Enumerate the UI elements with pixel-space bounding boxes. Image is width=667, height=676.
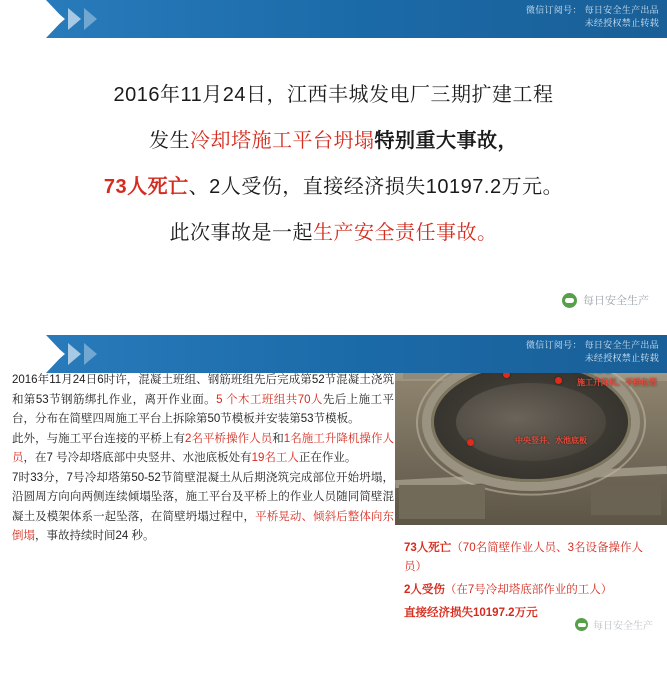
photo-marker-icon (555, 377, 562, 384)
narr-3-seg-2: 平桥晃动、倾斜后整体向东倒塌 (12, 510, 394, 542)
top-line-2-seg-1: 发生 (149, 130, 190, 152)
top-slide (0, 0, 667, 330)
stat-economic-loss-value: 直接经济损失10197.2万元 (404, 607, 538, 619)
top-header-line1: 微信订阅号： 每日安全生产出品 (525, 5, 659, 15)
bottom-watermark (575, 617, 653, 632)
top-line-3-seg-1: 73人死亡 (103, 176, 189, 198)
photo-collapse-debris (456, 383, 606, 461)
narrative-paragraph-3 (12, 469, 394, 547)
top-watermark (562, 292, 649, 308)
narr-2-seg-5: ，在7 号冷却塔底部中央竖井、水池底板处有 (23, 452, 252, 464)
narr-1-seg-1: 2016年11月24日6时许，混凝土班组、钢筋班组先后完成第52节混凝土浇筑和第53节钢筋绑扎作业，离开作业面。 (12, 374, 394, 406)
chevron-right-icon (52, 343, 65, 365)
top-line-2-seg-2: 冷却塔施工平台坍塌 (190, 130, 375, 152)
stat-injuries-detail: （在7号冷却塔底部作业的工人） (444, 584, 613, 596)
top-header-band (0, 0, 667, 38)
bottom-header-band-wrap (0, 335, 667, 373)
top-line-4-seg-1: 此次事故是一起 (169, 222, 313, 244)
chevron-right-icon (84, 343, 97, 365)
chevron-right-icon (84, 8, 97, 30)
chevron-right-icon (68, 343, 81, 365)
narr-2-seg-1: 此外，与施工平台连接的平桥上有 (12, 432, 186, 445)
bottom-slide (0, 335, 667, 638)
photo-label-shaft: 中央竖井、水池底板 (515, 436, 587, 445)
bottom-header-line2: 未经授权禁止转载 (584, 353, 659, 363)
top-line-3-seg-2: 、2人受伤，直接经济损失10197.2万元。 (188, 176, 564, 198)
narr-2-seg-4: 1名施工升降机操作人员 (12, 432, 394, 464)
stat-deaths-value: 73人死亡 (404, 542, 452, 554)
bottom-header-line1: 微信订阅号： 每日安全生产出品 (525, 340, 659, 350)
narr-3-seg-3: ，事故持续时间24 秒。 (35, 530, 155, 542)
stat-deaths (404, 539, 656, 577)
narrative-paragraph-1 (12, 371, 394, 430)
wechat-logo-icon (575, 618, 588, 631)
stat-injuries (404, 581, 656, 600)
narr-2-seg-7: 正在作业。 (298, 452, 357, 464)
photo-label-lift: 施工升降机、平桥位置 (577, 378, 657, 387)
stat-injuries-value: 2人受伤 (404, 584, 445, 596)
accident-narrative (12, 371, 394, 547)
chevron-right-icon (68, 8, 81, 30)
top-line-1-seg-1: 2016年11月24日，江西丰城发电厂三期扩建工程 (113, 84, 554, 106)
narr-2-seg-2: 2名平桥操作人员 (185, 432, 273, 445)
photo-marker-icon (467, 439, 474, 446)
top-line-1 (28, 72, 639, 118)
top-line-4-seg-2: 生产安全责任事故。 (313, 222, 498, 244)
narr-1-seg-2: 5 个木工班组共70人 (216, 393, 323, 406)
stat-deaths-detail: （70名简壁作业人员、3名设备操作人员） (404, 542, 643, 573)
top-line-2 (28, 118, 639, 164)
wechat-logo-icon (562, 293, 577, 308)
top-header-subscription (526, 4, 659, 30)
narr-2-seg-3: 和 (272, 432, 284, 445)
narr-2-seg-6: 19名工人 (251, 452, 299, 464)
photo-building (399, 485, 485, 519)
top-text-block (0, 38, 667, 256)
header-wedge (0, 335, 46, 373)
top-watermark-label: 每日安全生产 (583, 295, 649, 307)
header-wedge (0, 0, 46, 38)
bottom-header-subscription (526, 339, 659, 365)
narr-3-seg-1: 7时33分，7号冷却塔第50-52节简壁混凝土从后期浇筑完成部位开始坍塌，沿圆周方向向两侧连续倾塌坠落，施工平台及平桥上的作业人员随同简壁混凝土及模架体系一起坠落，在简壁坍塌过程中， (12, 471, 394, 523)
narr-1-seg-3: 先后上施工平台，分布在简壁四周施工平台上拆除第50节模板并安装第53节模板。 (12, 393, 394, 425)
bottom-header-band (0, 335, 667, 373)
top-line-2-seg-3: 特别重大事故， (374, 130, 518, 152)
top-line-4 (28, 210, 639, 256)
top-line-3 (28, 164, 639, 210)
narrative-paragraph-2 (12, 430, 394, 469)
casualty-statistics (404, 539, 656, 627)
bottom-watermark-label: 每日安全生产 (593, 621, 653, 632)
top-header-line2: 未经授权禁止转载 (584, 18, 659, 28)
photo-building (591, 485, 661, 515)
chevron-right-icon (52, 8, 65, 30)
